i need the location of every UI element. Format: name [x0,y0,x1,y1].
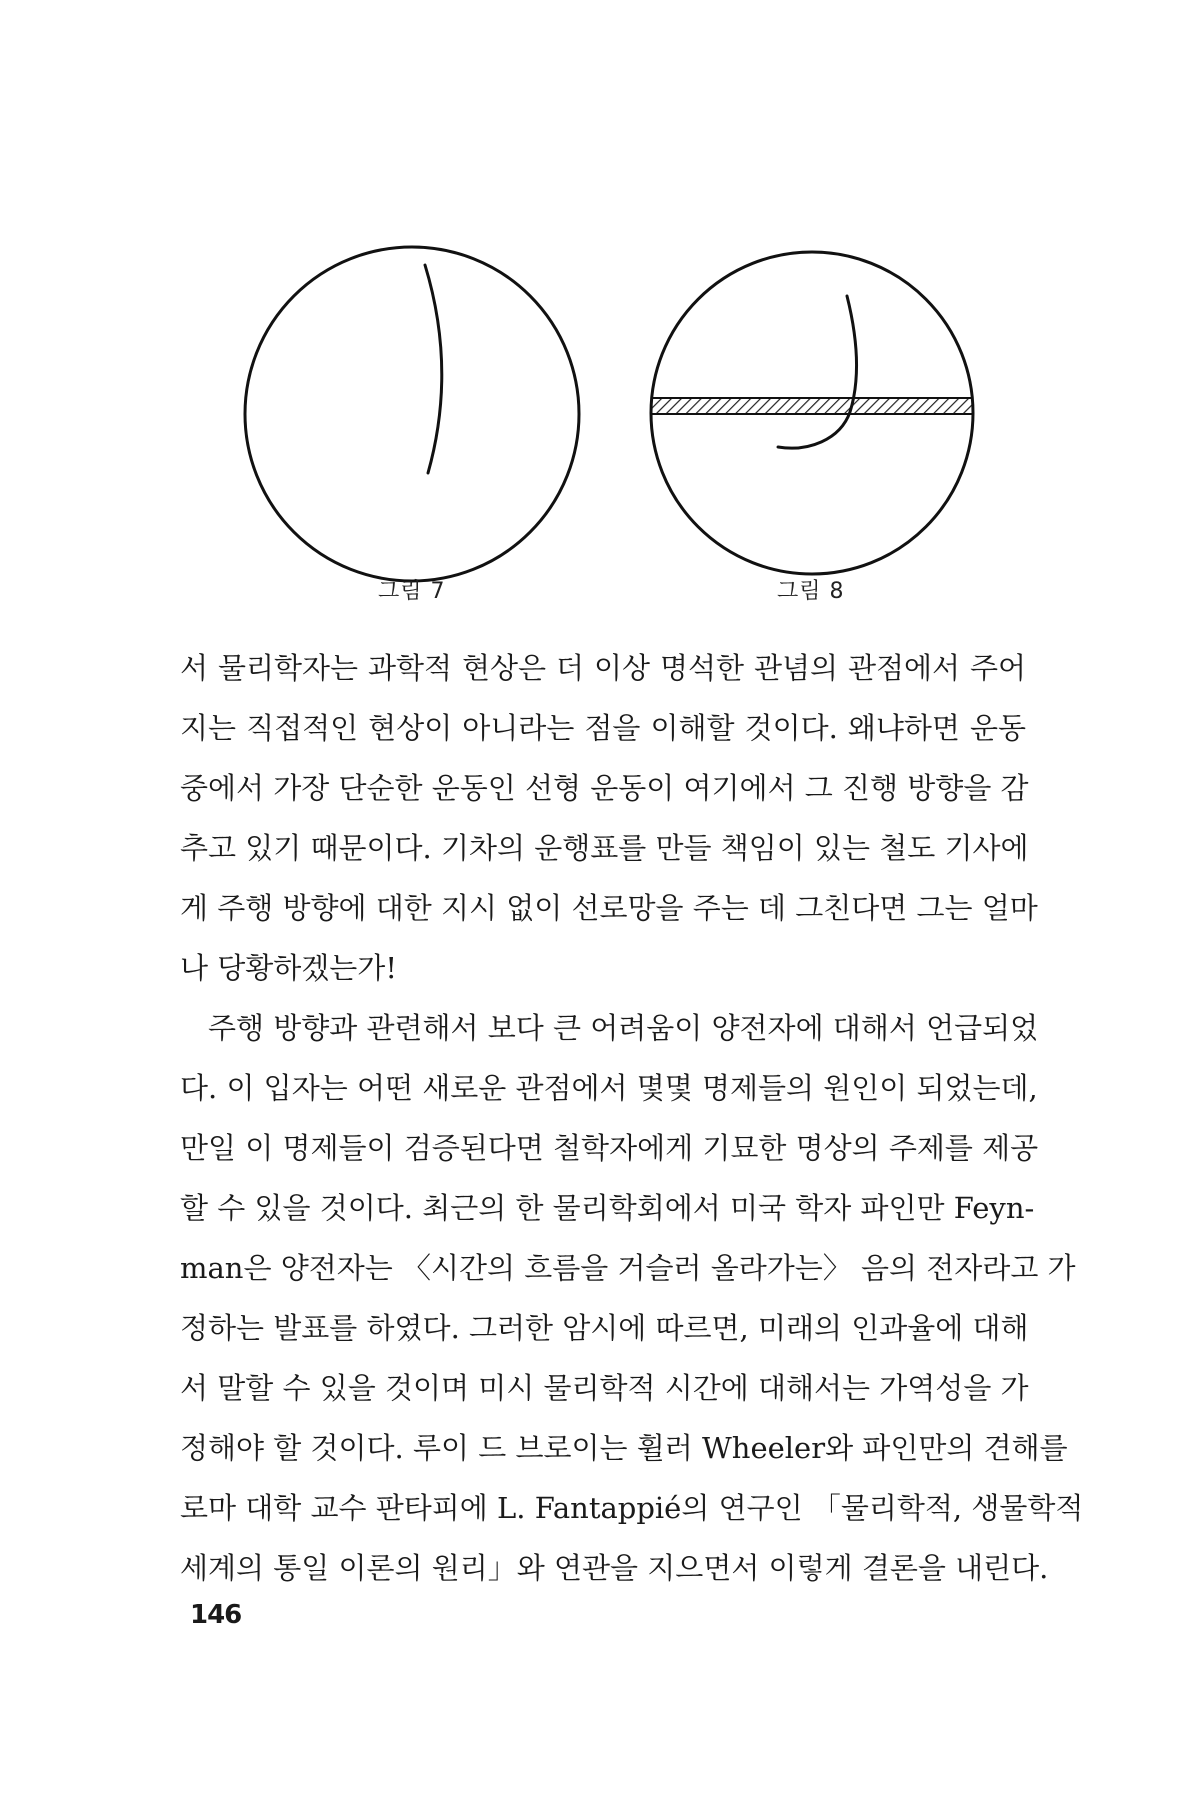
text-line: 게 주행 방향에 대한 지시 없이 선로망을 주는 데 그친다면 그는 얼마 [180,891,1038,925]
text-line: 세계의 통일 이론의 원리」와 연관을 지으면서 이렇게 결론을 내린다. [180,1551,1049,1585]
text-line: 중에서 가장 단순한 운동인 선형 운동이 여기에서 그 진행 방향을 감 [180,771,1029,805]
figure-8-trajectory [778,296,856,448]
text-line: 할 수 있을 것이다. 최근의 한 물리학회에서 미국 학자 파인만 Feyn- [180,1191,1035,1225]
text-line: 정하는 발표를 하였다. 그러한 암시에 따르면, 미래의 인과율에 대해 [180,1311,1029,1345]
page-number: 146 [190,1600,242,1630]
figure-7 [245,247,579,581]
text-line: 정해야 할 것이다. 루이 드 브로이는 휠러 Wheeler와 파인만의 견해를 [180,1431,1068,1465]
figures-area [0,0,1200,640]
paragraph-2 [180,998,1084,1598]
figure-7-circle [245,247,579,581]
text-line: man은 양전자는 〈시간의 흐름을 거슬러 올라가는〉 음의 전자라고 가 [180,1251,1076,1285]
figures-illustration [0,0,1200,640]
text-line: 주행 방향과 관련해서 보다 큰 어려움이 양전자에 대해서 언급되었 [208,1011,1039,1045]
figure-8-caption: 그림 8 [777,579,845,604]
text-line: 지는 직접적인 현상이 아니라는 점을 이해할 것이다. 왜냐하면 운동 [180,711,1026,745]
figure-8-hatched-band [640,398,990,414]
text-line: 서 물리학자는 과학적 현상은 더 이상 명석한 관념의 관점에서 주어 [180,651,1026,685]
text-line: 다. 이 입자는 어떤 새로운 관점에서 몇몇 명제들의 원인이 되었는데, [180,1071,1038,1105]
figure-7-trajectory [425,265,442,473]
text-line: 나 당황하겠는가! [180,951,397,985]
figure-8 [640,252,990,574]
text-line: 서 말할 수 있을 것이며 미시 물리학적 시간에 대해서는 가역성을 가 [180,1371,1029,1405]
body-text [180,638,1084,1598]
paragraph-1 [180,638,1038,998]
text-line: 추고 있기 때문이다. 기차의 운행표를 만들 책임이 있는 철도 기사에 [180,831,1029,865]
text-line: 로마 대학 교수 판타피에 L. Fantappié의 연구인 「물리학적, 생물학적 [180,1491,1084,1525]
figure-7-caption: 그림 7 [378,579,446,604]
text-line: 만일 이 명제들이 검증된다면 철학자에게 기묘한 명상의 주제를 제공 [180,1131,1039,1165]
